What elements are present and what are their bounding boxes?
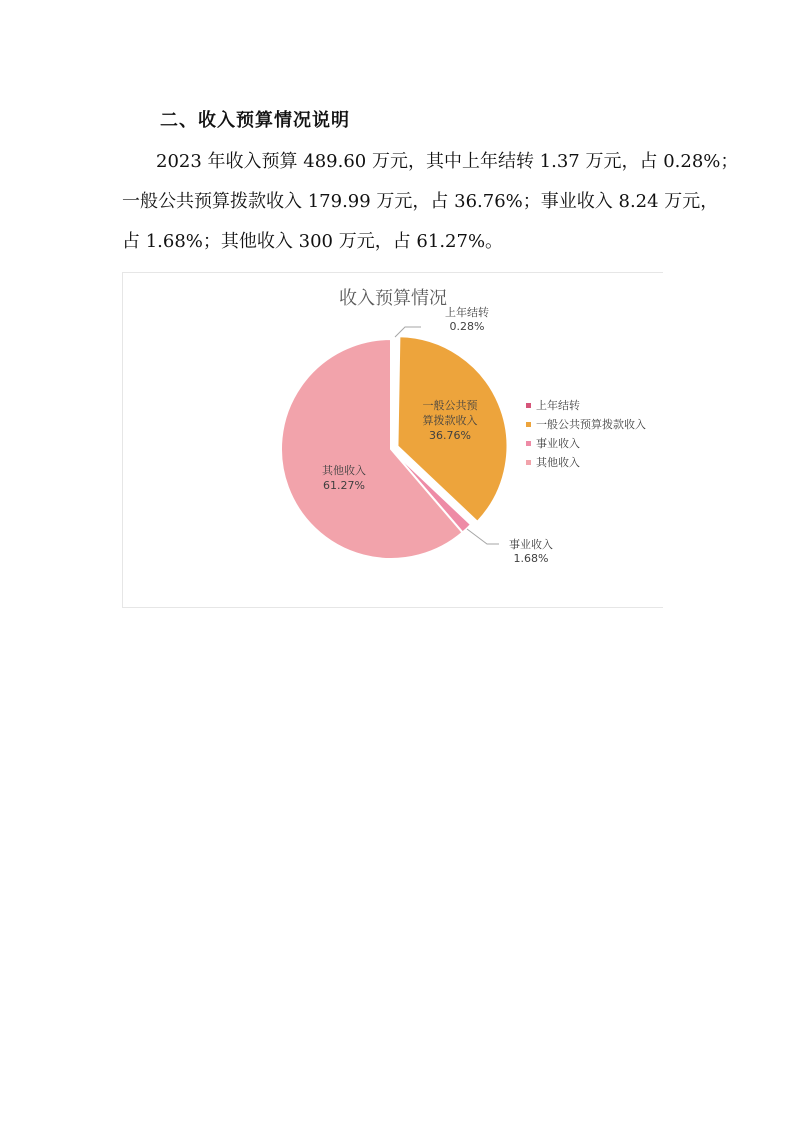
slice-label-name-2b: 算拨款收入: [422, 414, 478, 427]
slice-label-value-2: 36.76%: [429, 429, 471, 442]
slice-label-name-2a: 一般公共预: [422, 399, 478, 412]
paragraph-line-1: [122, 142, 739, 182]
slice-label-name-3: 事业收入: [509, 538, 553, 551]
legend-label-2: 一般公共预算拨款收入: [536, 418, 646, 431]
paragraph-line-2: 一般公共预算拨款收入 179.99 万元，占 36.76%；事业收入 8.24 万元，: [122, 191, 719, 212]
chart-legend: [526, 398, 646, 469]
leader-line-3: [467, 529, 499, 544]
legend-swatch-3: [526, 441, 531, 446]
pie-chart-canvas: [123, 273, 663, 607]
summary-paragraph: [122, 142, 739, 262]
slice-label-name-1: 上年结转: [445, 306, 489, 319]
legend-label-3: 事业收入: [536, 437, 580, 450]
paragraph-line-3: 占 1.68%；其他收入 300 万元，占 61.27%。: [122, 231, 504, 252]
slice-label-name-4: 其他收入: [322, 464, 366, 477]
legend-swatch-4: [526, 460, 531, 465]
legend-swatch-1: [526, 403, 531, 408]
legend-swatch-2: [526, 422, 531, 427]
pie-slices: [281, 336, 507, 559]
paragraph-text-1: 2023 年收入预算 489.60 万元，其中上年结转 1.37 万元，占 0.28%；: [156, 151, 739, 172]
slice-label-value-3: 1.68%: [513, 552, 549, 565]
legend-label-1: 上年结转: [536, 399, 580, 412]
legend-label-4: 其他收入: [536, 456, 580, 469]
slice-label-value-1: 0.28%: [449, 320, 485, 333]
section-heading: 二、收入预算情况说明: [160, 110, 350, 131]
income-budget-chart: [122, 272, 663, 608]
slice-label-value-4: 61.27%: [323, 479, 365, 492]
chart-title: 收入预算情况: [339, 288, 447, 309]
